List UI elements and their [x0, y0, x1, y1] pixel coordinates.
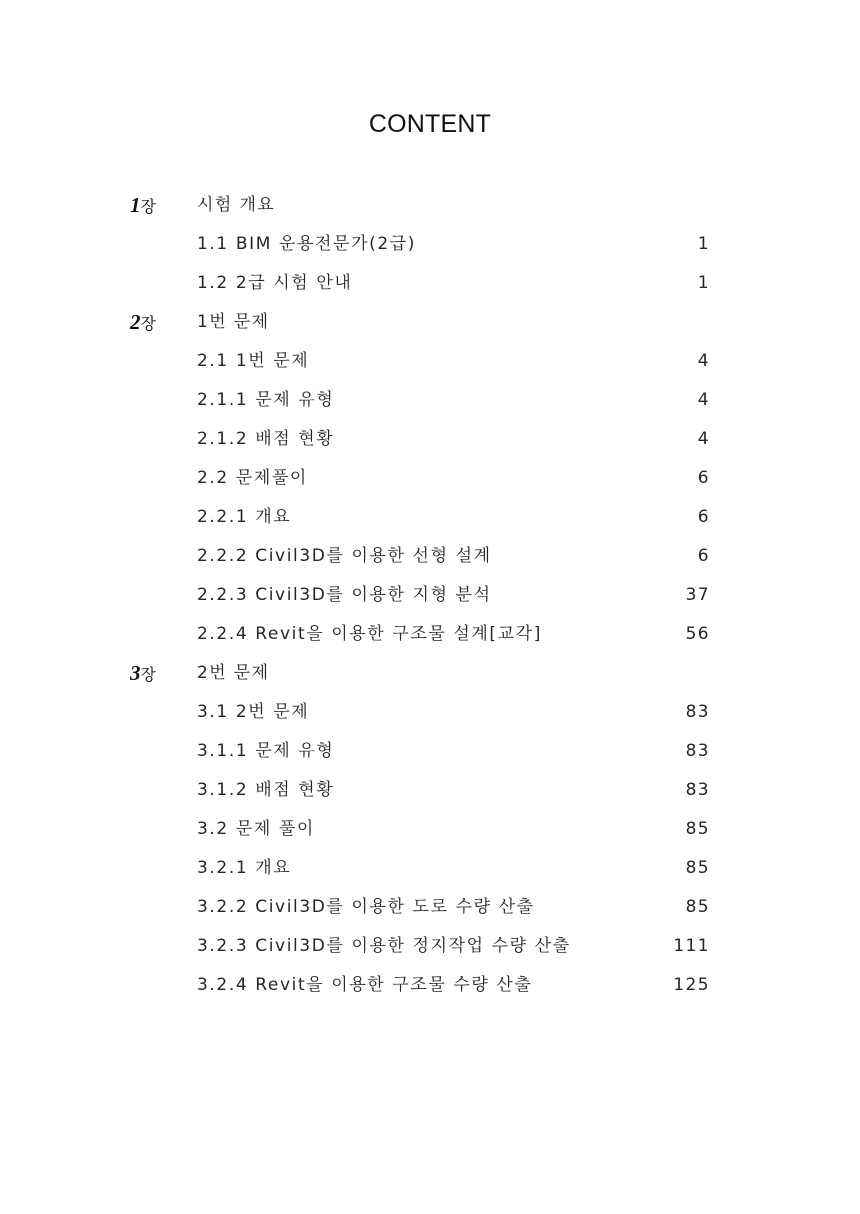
toc-page-number: 111 — [673, 936, 710, 956]
toc-entry-label: 3.2.3 Civil3D를 이용한 정지작업 수량 산출 — [197, 936, 571, 956]
toc-page-number: 83 — [685, 741, 710, 761]
toc-page-number: 83 — [685, 780, 710, 800]
toc-entry-label: 2.2.3 Civil3D를 이용한 지형 분석 — [197, 585, 492, 605]
toc-entry-label: 3.1.1 문제 유형 — [197, 741, 335, 761]
toc-row[interactable] — [0, 264, 860, 303]
toc-page-number: 56 — [685, 624, 710, 644]
toc-row[interactable] — [0, 576, 860, 615]
toc-row[interactable] — [0, 732, 860, 771]
toc-row[interactable] — [0, 615, 860, 654]
toc-entry-label: 2.1.1 문제 유형 — [197, 390, 335, 410]
toc-row[interactable] — [0, 966, 860, 1005]
toc-entry-label: 3.2.4 Revit을 이용한 구조물 수량 산출 — [197, 975, 533, 995]
toc-entry-label: 2.1.2 배점 현황 — [197, 429, 335, 449]
toc-row[interactable] — [0, 888, 860, 927]
toc-row[interactable] — [0, 186, 860, 225]
toc-row[interactable] — [0, 771, 860, 810]
toc-row[interactable] — [0, 849, 860, 888]
toc-entry-label: 3.1.2 배점 현황 — [197, 780, 335, 800]
toc-page-number: 1 — [697, 234, 710, 254]
chapter-number: 1 — [130, 193, 141, 217]
toc-entry-label: 1.2 2급 시험 안내 — [197, 273, 353, 293]
toc-entry-label: 2.2.4 Revit을 이용한 구조물 설계[교각] — [197, 624, 542, 644]
toc-page-number: 6 — [697, 507, 710, 527]
toc-row[interactable] — [0, 810, 860, 849]
toc-page-number: 4 — [697, 351, 710, 371]
page-title: CONTENT — [368, 110, 492, 138]
toc-row[interactable] — [0, 420, 860, 459]
toc-page-number: 83 — [685, 702, 710, 722]
toc-entry-label: 3.2.1 개요 — [197, 858, 292, 878]
toc-page-number: 6 — [697, 546, 710, 566]
chapter-marker — [130, 303, 190, 342]
toc-entry-label: 3.2 문제 풀이 — [197, 819, 315, 839]
toc-row[interactable] — [0, 537, 860, 576]
toc-entry-label: 3.1 2번 문제 — [197, 702, 310, 722]
toc-page-number: 85 — [685, 897, 710, 917]
chapter-marker — [130, 186, 190, 225]
toc-page-number: 6 — [697, 468, 710, 488]
toc-row[interactable] — [0, 303, 860, 342]
toc-entry-label: 3.2.2 Civil3D를 이용한 도로 수량 산출 — [197, 897, 535, 917]
toc-row[interactable] — [0, 459, 860, 498]
table-of-contents — [0, 186, 860, 1005]
toc-entry-label: 2.2 문제풀이 — [197, 468, 308, 488]
chapter-marker — [130, 654, 190, 693]
toc-entry-label: 시험 개요 — [197, 195, 276, 215]
toc-entry-label: 2.2.1 개요 — [197, 507, 292, 527]
chapter-suffix: 장 — [140, 197, 156, 216]
toc-row[interactable] — [0, 381, 860, 420]
toc-entry-label: 1번 문제 — [197, 312, 270, 332]
chapter-suffix: 장 — [140, 314, 156, 333]
toc-entry-label: 2.2.2 Civil3D를 이용한 선형 설계 — [197, 546, 492, 566]
toc-page-number: 4 — [697, 390, 710, 410]
chapter-suffix: 장 — [140, 665, 156, 684]
toc-entry-label: 2번 문제 — [197, 663, 270, 683]
toc-row[interactable] — [0, 498, 860, 537]
toc-page-number: 125 — [673, 975, 710, 995]
chapter-number: 3 — [130, 661, 141, 685]
toc-page-number: 37 — [685, 585, 710, 605]
toc-page-number: 4 — [697, 429, 710, 449]
toc-entry-label: 2.1 1번 문제 — [197, 351, 310, 371]
toc-page-number: 85 — [685, 819, 710, 839]
toc-row[interactable] — [0, 927, 860, 966]
toc-row[interactable] — [0, 693, 860, 732]
toc-page-number: 1 — [697, 273, 710, 293]
toc-row[interactable] — [0, 654, 860, 693]
chapter-number: 2 — [130, 310, 141, 334]
toc-entry-label: 1.1 BIM 운용전문가(2급) — [197, 234, 416, 254]
toc-row[interactable] — [0, 225, 860, 264]
toc-page-number: 85 — [685, 858, 710, 878]
toc-row[interactable] — [0, 342, 860, 381]
